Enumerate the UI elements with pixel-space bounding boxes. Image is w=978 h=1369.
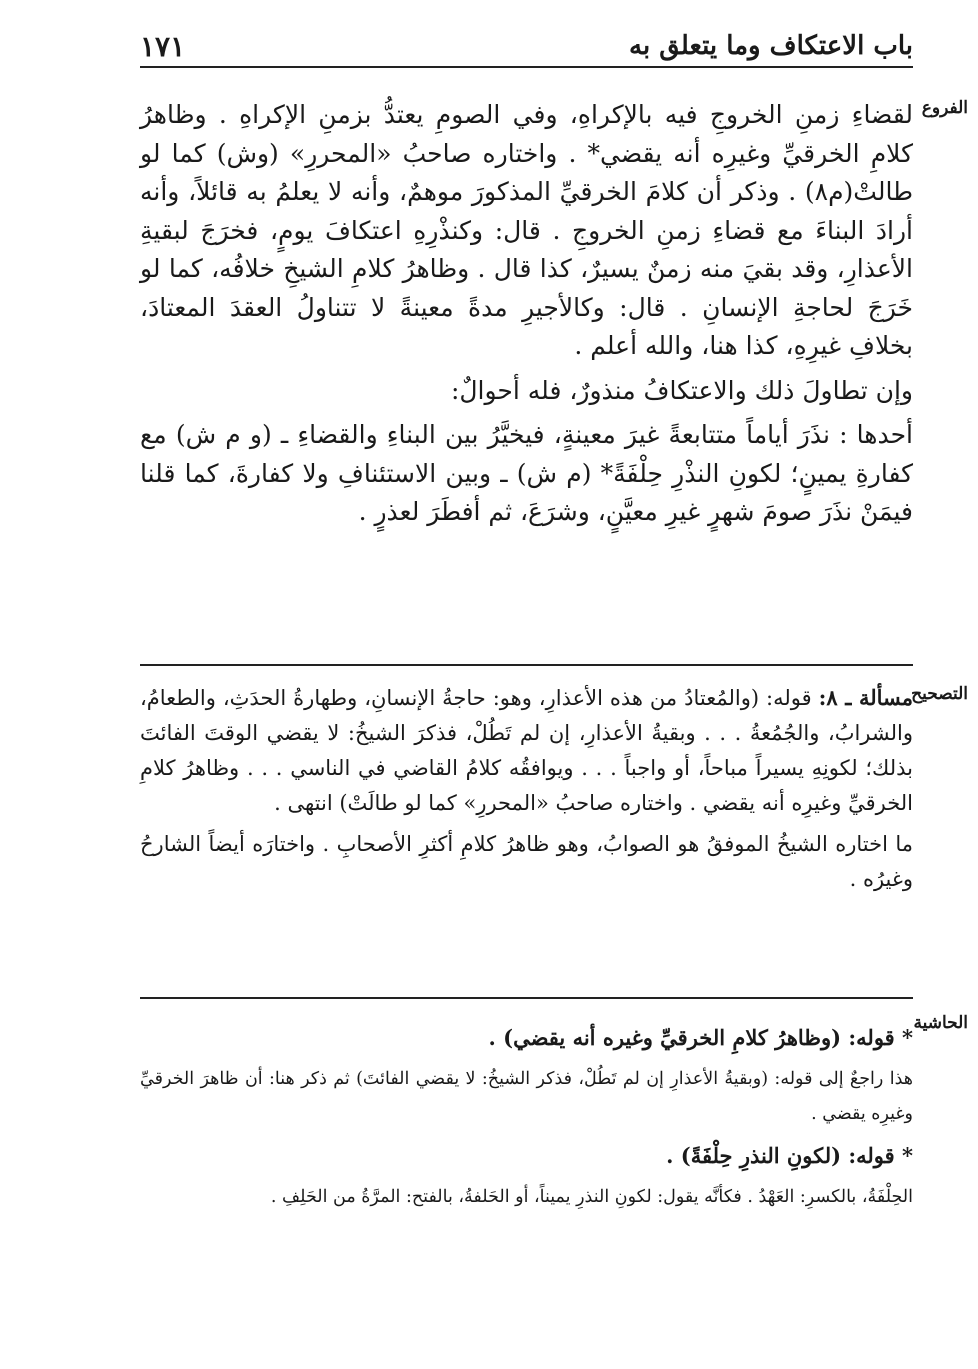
tashih-paragraph-2: ما اختاره الشيخُ الموفقُ هو الصوابُ، وهو ظاهرُ كلامِ أكثرِ الأصحابِ . واختارَه أيضاً الشارحُ وغيرُه .	[140, 832, 913, 891]
main-text	[140, 96, 913, 532]
chapter-title: باب الاعتكاف وما يتعلق به	[629, 31, 913, 61]
tashih-text	[140, 680, 913, 897]
mas-ala-label: مسألة ـ ٨:	[818, 685, 913, 710]
tashih-paragraph-1-body: قوله: (والمُعتادُ من هذه الأعذارِ، وهو: حاجةُ الإنسانِ، وطهارةُ الحدَثِ، والطعامُ، والشرابُ، والجُمُعةُ . . . وبقيةُ الأعذارِ، إن لم تَطُلْ، فذكرَ الشيخُ: لا يقضي الوقتَ الفائتَ بذلك؛ لكونِهِ يسيراً مباحاً، أو واجباً . . . ويوافقُه كلامُ القاضي في الناسي . . . وظاهرُ كلامِ الخرقيِّ وغيرِه أنه يقضي . واختاره صاحبُ «المحررِ» كما لو طالَتْ) انتهى .	[140, 686, 913, 815]
section-divider-1	[140, 664, 913, 666]
main-paragraph-2: وإن تطاولَ ذلك والاعتكافُ منذورٌ، فله أحوالٌ:	[450, 375, 913, 405]
tashih-paragraph-1	[140, 680, 913, 821]
header-rule	[140, 66, 913, 68]
hashiya-text-1: هذا راجعٌ إلى قوله: (وبقيةُ الأعذارِ إن لم تَطُلْ، فذكر الشيخُ: لا يقضي الفائتَ) ثم ذكر هنا: أن ظاهرَ الخرقيِّ وغيرِه يقضي .	[140, 1069, 913, 1124]
running-header	[140, 28, 913, 64]
section-divider-2	[140, 997, 913, 999]
hashiya-heading-2: * قوله: (لكونِ النذرِ حِلْفَةً) .	[666, 1143, 913, 1168]
side-label-hashiya: الحاشية	[913, 1013, 968, 1033]
hashiya-text	[140, 1020, 913, 1215]
main-paragraph-1: لقضاءِ زمنِ الخروجِ فيه بالإكراهِ، وفي الصومِ يعتدُّ بزمنِ الإكراهِ . وظاهرُ كلامِ الخرقيِّ وغيرِه أنه يقضي* . واختاره صاحبُ «المحررِ» (وش) كما لو طالتْ(م٨) . وذكر أن كلامَ الخرقيِّ المذكورَ موهمٌ، وأنه لا يعلمُ به قائلاً، وأنه أرادَ البناءَ مع قضاءِ زمنِ الخروجِ . قال: وكنذْرِهِ اعتكافَ يومٍ، فخرَجَ لبقيةِ الأعذارِ، وقد بقيَ منه زمنٌ يسيرٌ، كذا قال . وظاهرُ كلامِ الشيخِ خلافُه، كما لو خَرَجَ لحاجةِ الإنسانِ . قال: وكالأجيرِ مدةً معينةً لا تتناولُ العقدَ المعتادَ، بخلافِ غيرِهِ، كذا هنا، والله أعلم .	[140, 100, 913, 360]
side-label-tashih: التصحيح	[911, 684, 968, 704]
side-label-furu: الفروع	[921, 98, 968, 118]
hashiya-heading-1: * قوله: (وظاهرُ كلامِ الخرقيِّ وغيره أنه يقضي) .	[488, 1025, 913, 1050]
page-number: ١٧١	[140, 29, 186, 63]
main-paragraph-3: أحدها : نذَرَ أياماً متتابعةً غيرَ معينةٍ، فيخيَّرُ بين البناءِ والقضاءِ ـ (و م ش) مع كفارةِ يمينٍ؛ لكونِ النذْرِ حِلْفَةً* (م ش) ـ وبين الاستئنافِ ولا كفارةَ، كما قلنا فيمَنْ نذَرَ صومَ شهرٍ غيرِ معيَّنٍ، وشرَعَ، ثم أفطَرَ لعذرٍ .	[140, 420, 913, 526]
hashiya-text-2: الحِلْفَةُ، بالكسرِ: العَهْدُ . فكأنَّه يقول: لكونِ النذرِ يميناً، أو الحَلفةُ، بالفتح: المرَّةُ من الحَلِفِ .	[270, 1187, 913, 1207]
